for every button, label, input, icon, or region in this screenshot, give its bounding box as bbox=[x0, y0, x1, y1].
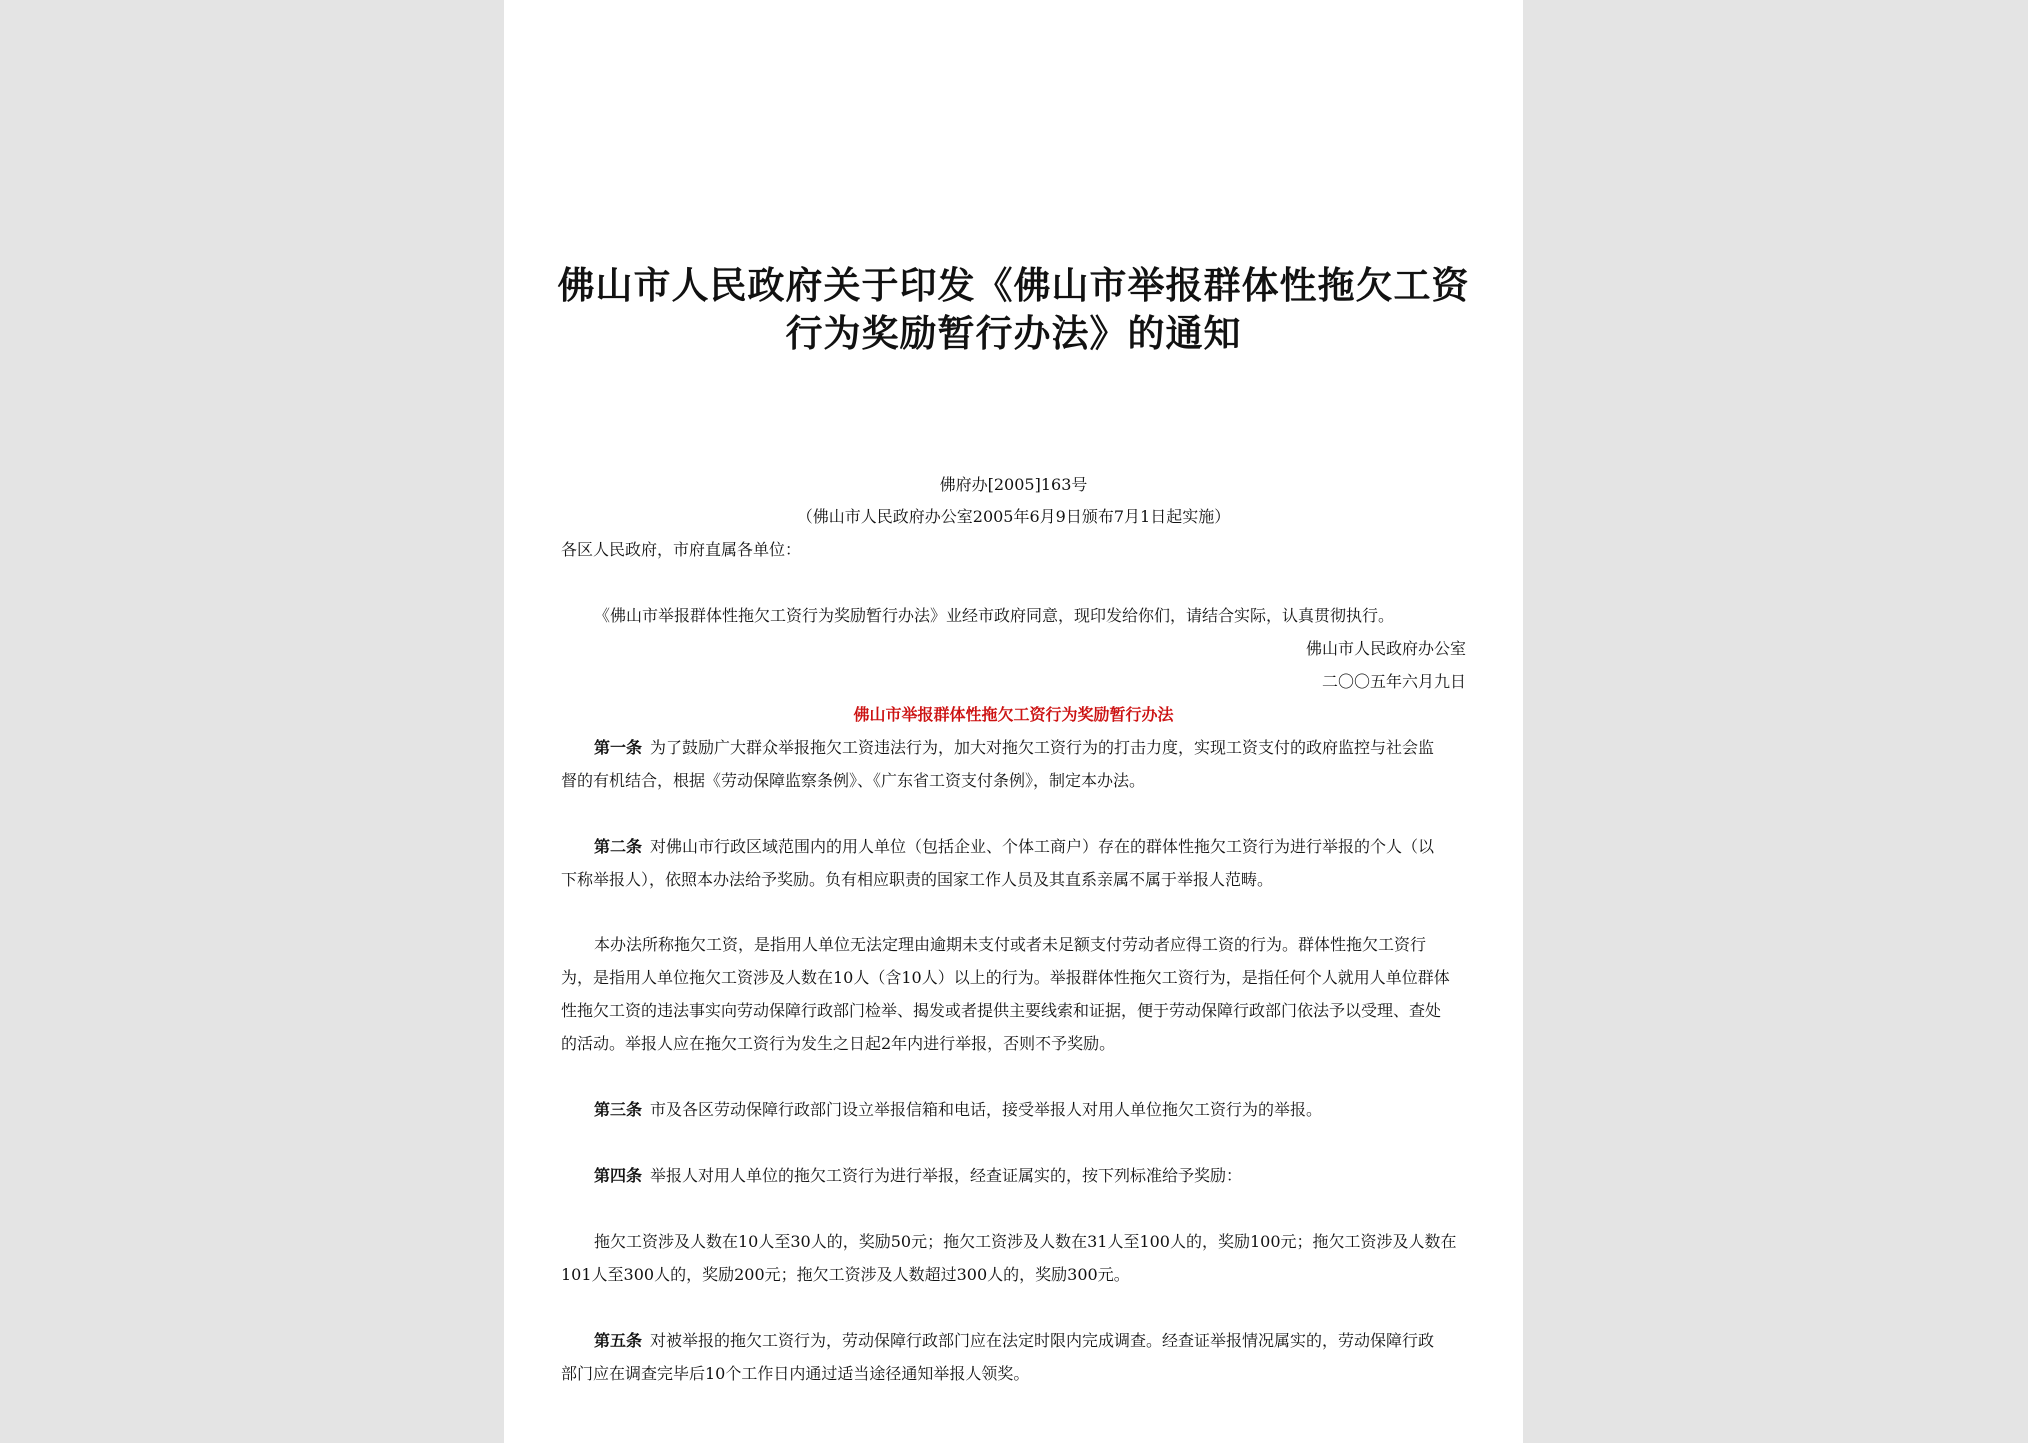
addressee: 各区人民政府，市府直属各单位： bbox=[561, 540, 802, 559]
article-5-text-1: 对被举报的拖欠工资行为，劳动保障行政部门应在法定时限内完成调查。经查证举报情况属实的，劳动保障行政 bbox=[650, 1331, 1435, 1350]
document-number: 佛府办[2005]163号 bbox=[939, 475, 1088, 494]
article-1-line-1 bbox=[594, 737, 1434, 759]
document-title bbox=[534, 262, 1493, 358]
issue-note: （佛山市人民政府办公室2005年6月9日颁布7月1日起实施） bbox=[796, 507, 1231, 526]
article-5-line-1 bbox=[594, 1330, 1434, 1352]
article-1-text-1: 为了鼓励广大群众举报拖欠工资违法行为，加大对拖欠工资行为的打击力度，实现工资支付的政府监控与社会监 bbox=[650, 738, 1435, 757]
article-2-line-2: 下称举报人），依照本办法给予奖励。负有相应职责的国家工作人员及其直系亲属不属于举报人范畴。 bbox=[561, 870, 1274, 889]
article-3-text-1: 市及各区劳动保障行政部门设立举报信箱和电话，接受举报人对用人单位拖欠工资行为的举报。 bbox=[650, 1100, 1323, 1119]
article-3-line-1 bbox=[594, 1099, 1322, 1121]
article-2-line-1 bbox=[594, 836, 1434, 858]
title-line-1: 佛山市人民政府关于印发《佛山市举报群体性拖欠工资 bbox=[557, 264, 1470, 307]
article-2-text-1: 对佛山市行政区域范围内的用人单位（包括企业、个体工商户）存在的群体性拖欠工资行为进行举报的个人（以 bbox=[650, 837, 1435, 856]
article-1-line-2: 督的有机结合，根据《劳动保障监察条例》、《广东省工资支付条例》，制定本办法。 bbox=[561, 771, 1146, 790]
article-3-label: 第三条 bbox=[594, 1100, 643, 1119]
article-4-line-1 bbox=[594, 1165, 1242, 1187]
definition-line-1: 本办法所称拖欠工资，是指用人单位无法定理由逾期未支付或者未足额支付劳动者应得工资的行为。群体性拖欠工资行 bbox=[594, 935, 1427, 954]
document-page bbox=[504, 0, 1523, 1443]
reward-line-1: 拖欠工资涉及人数在10人至30人的，奖励50元；拖欠工资涉及人数在31人至100人的，奖励100元；拖欠工资涉及人数在 bbox=[594, 1232, 1457, 1251]
article-2-label: 第二条 bbox=[594, 837, 643, 856]
measures-title: 佛山市举报群体性拖欠工资行为奖励暂行办法 bbox=[853, 705, 1174, 724]
title-line-2: 行为奖励暂行办法》的通知 bbox=[785, 312, 1242, 355]
signature: 佛山市人民政府办公室 bbox=[1305, 639, 1466, 658]
issue-date: 二〇〇五年六月九日 bbox=[1321, 672, 1466, 691]
definition-line-4: 的活动。举报人应在拖欠工资行为发生之日起2年内进行举报，否则不予奖励。 bbox=[561, 1034, 1116, 1053]
article-1-label: 第一条 bbox=[594, 738, 643, 757]
reward-line-2: 101人至300人的，奖励200元；拖欠工资涉及人数超过300人的，奖励300元。 bbox=[561, 1265, 1130, 1284]
article-4-text-1: 举报人对用人单位的拖欠工资行为进行举报，经查证属实的，按下列标准给予奖励： bbox=[650, 1166, 1243, 1185]
definition-line-3: 性拖欠工资的违法事实向劳动保障行政部门检举、揭发或者提供主要线索和证据，便于劳动保障行政部门依法予以受理、查处 bbox=[561, 1001, 1442, 1020]
article-5-line-2: 部门应在调查完毕后10个工作日内通过适当途径通知举报人领奖。 bbox=[561, 1364, 1030, 1383]
article-4-label: 第四条 bbox=[594, 1166, 643, 1185]
definition-line-2: 为，是指用人单位拖欠工资涉及人数在10人（含10人）以上的行为。举报群体性拖欠工资行为，是指任何个人就用人单位群体 bbox=[561, 968, 1450, 987]
intro-paragraph: 《佛山市举报群体性拖欠工资行为奖励暂行办法》业经市政府同意，现印发给你们，请结合实际，认真贯彻执行。 bbox=[594, 606, 1395, 625]
article-5-label: 第五条 bbox=[594, 1331, 643, 1350]
